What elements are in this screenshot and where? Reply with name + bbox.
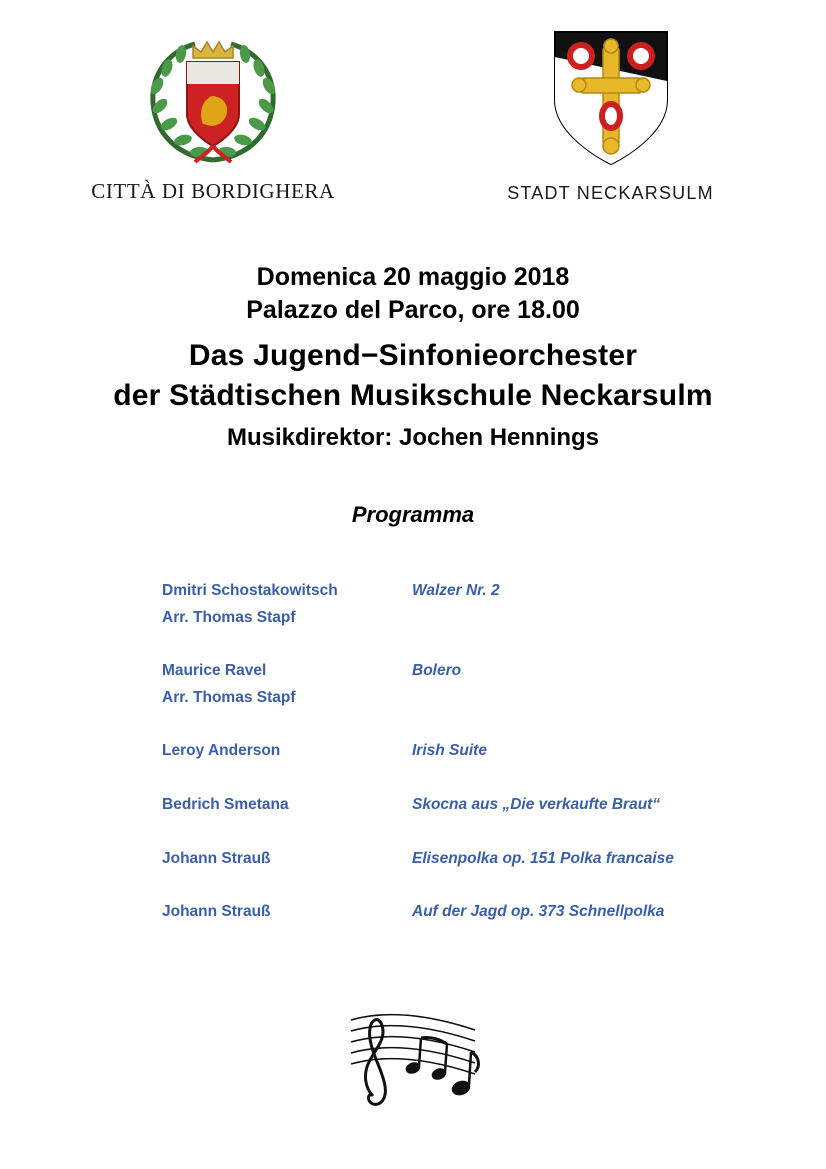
composer-name: Maurice Ravel [162, 662, 267, 680]
bordighera-crest-block [78, 28, 348, 204]
program-piece: Walzer Nr. 2 [412, 581, 500, 599]
program-item [162, 578, 826, 631]
program-item [162, 792, 826, 819]
program-composer [162, 846, 412, 873]
program-item [162, 846, 826, 873]
bordighera-caption: CITTÀ DI BORDIGHERA [91, 179, 335, 203]
program-item [162, 738, 826, 765]
program-composer [162, 738, 412, 765]
program-piece: Bolero [412, 662, 462, 680]
program-composer [162, 792, 412, 819]
arranger-name: Arr. Thomas Stapf [162, 608, 296, 626]
program-piece: Auf der Jagd op. 373 Schnellpolka [412, 903, 665, 921]
program-piece: Irish Suite [412, 742, 487, 760]
arranger-name: Arr. Thomas Stapf [162, 688, 296, 706]
program-item [162, 899, 826, 926]
program-item [162, 658, 826, 711]
event-venue: Palazzo del Parco, ore 18.00 [246, 296, 580, 324]
footer-decoration [0, 1000, 826, 1115]
conductor-line: Musikdirektor: Jochen Hennings [226, 424, 600, 452]
program-composer [162, 899, 412, 926]
ensemble-title-line1: Das Jugend−Sinfonieorchester [188, 339, 638, 372]
event-date: Domenica 20 maggio 2018 [256, 263, 570, 291]
program-composer [162, 578, 412, 631]
composer-name: Dmitri Schostakowitsch [162, 581, 338, 599]
program-piece: Elisenpolka op. 151 Polka francaise [412, 849, 674, 867]
program-piece: Skocna aus „Die verkaufte Braut“ [412, 796, 661, 814]
music-notes-treble-clef-icon [343, 1000, 483, 1110]
neckarsulm-crest-block [468, 22, 753, 204]
composer-name: Bedrich Smetana [162, 796, 289, 814]
headings-block [0, 261, 826, 454]
composer-name: Johann Strauß [162, 849, 271, 867]
program-heading: Programma [351, 501, 475, 527]
composer-name: Johann Strauß [162, 903, 271, 921]
program-list [0, 578, 826, 926]
program-composer [162, 658, 412, 711]
neckarsulm-caption: STADT NECKARSULM [507, 183, 714, 203]
neckarsulm-coat-of-arms-icon [541, 22, 681, 172]
crest-row [0, 0, 826, 215]
ensemble-title-line2: der Städtischen Musikschule Neckarsulm [113, 378, 713, 412]
bordighera-coat-of-arms-icon [133, 28, 293, 168]
composer-name: Leroy Anderson [162, 742, 281, 760]
